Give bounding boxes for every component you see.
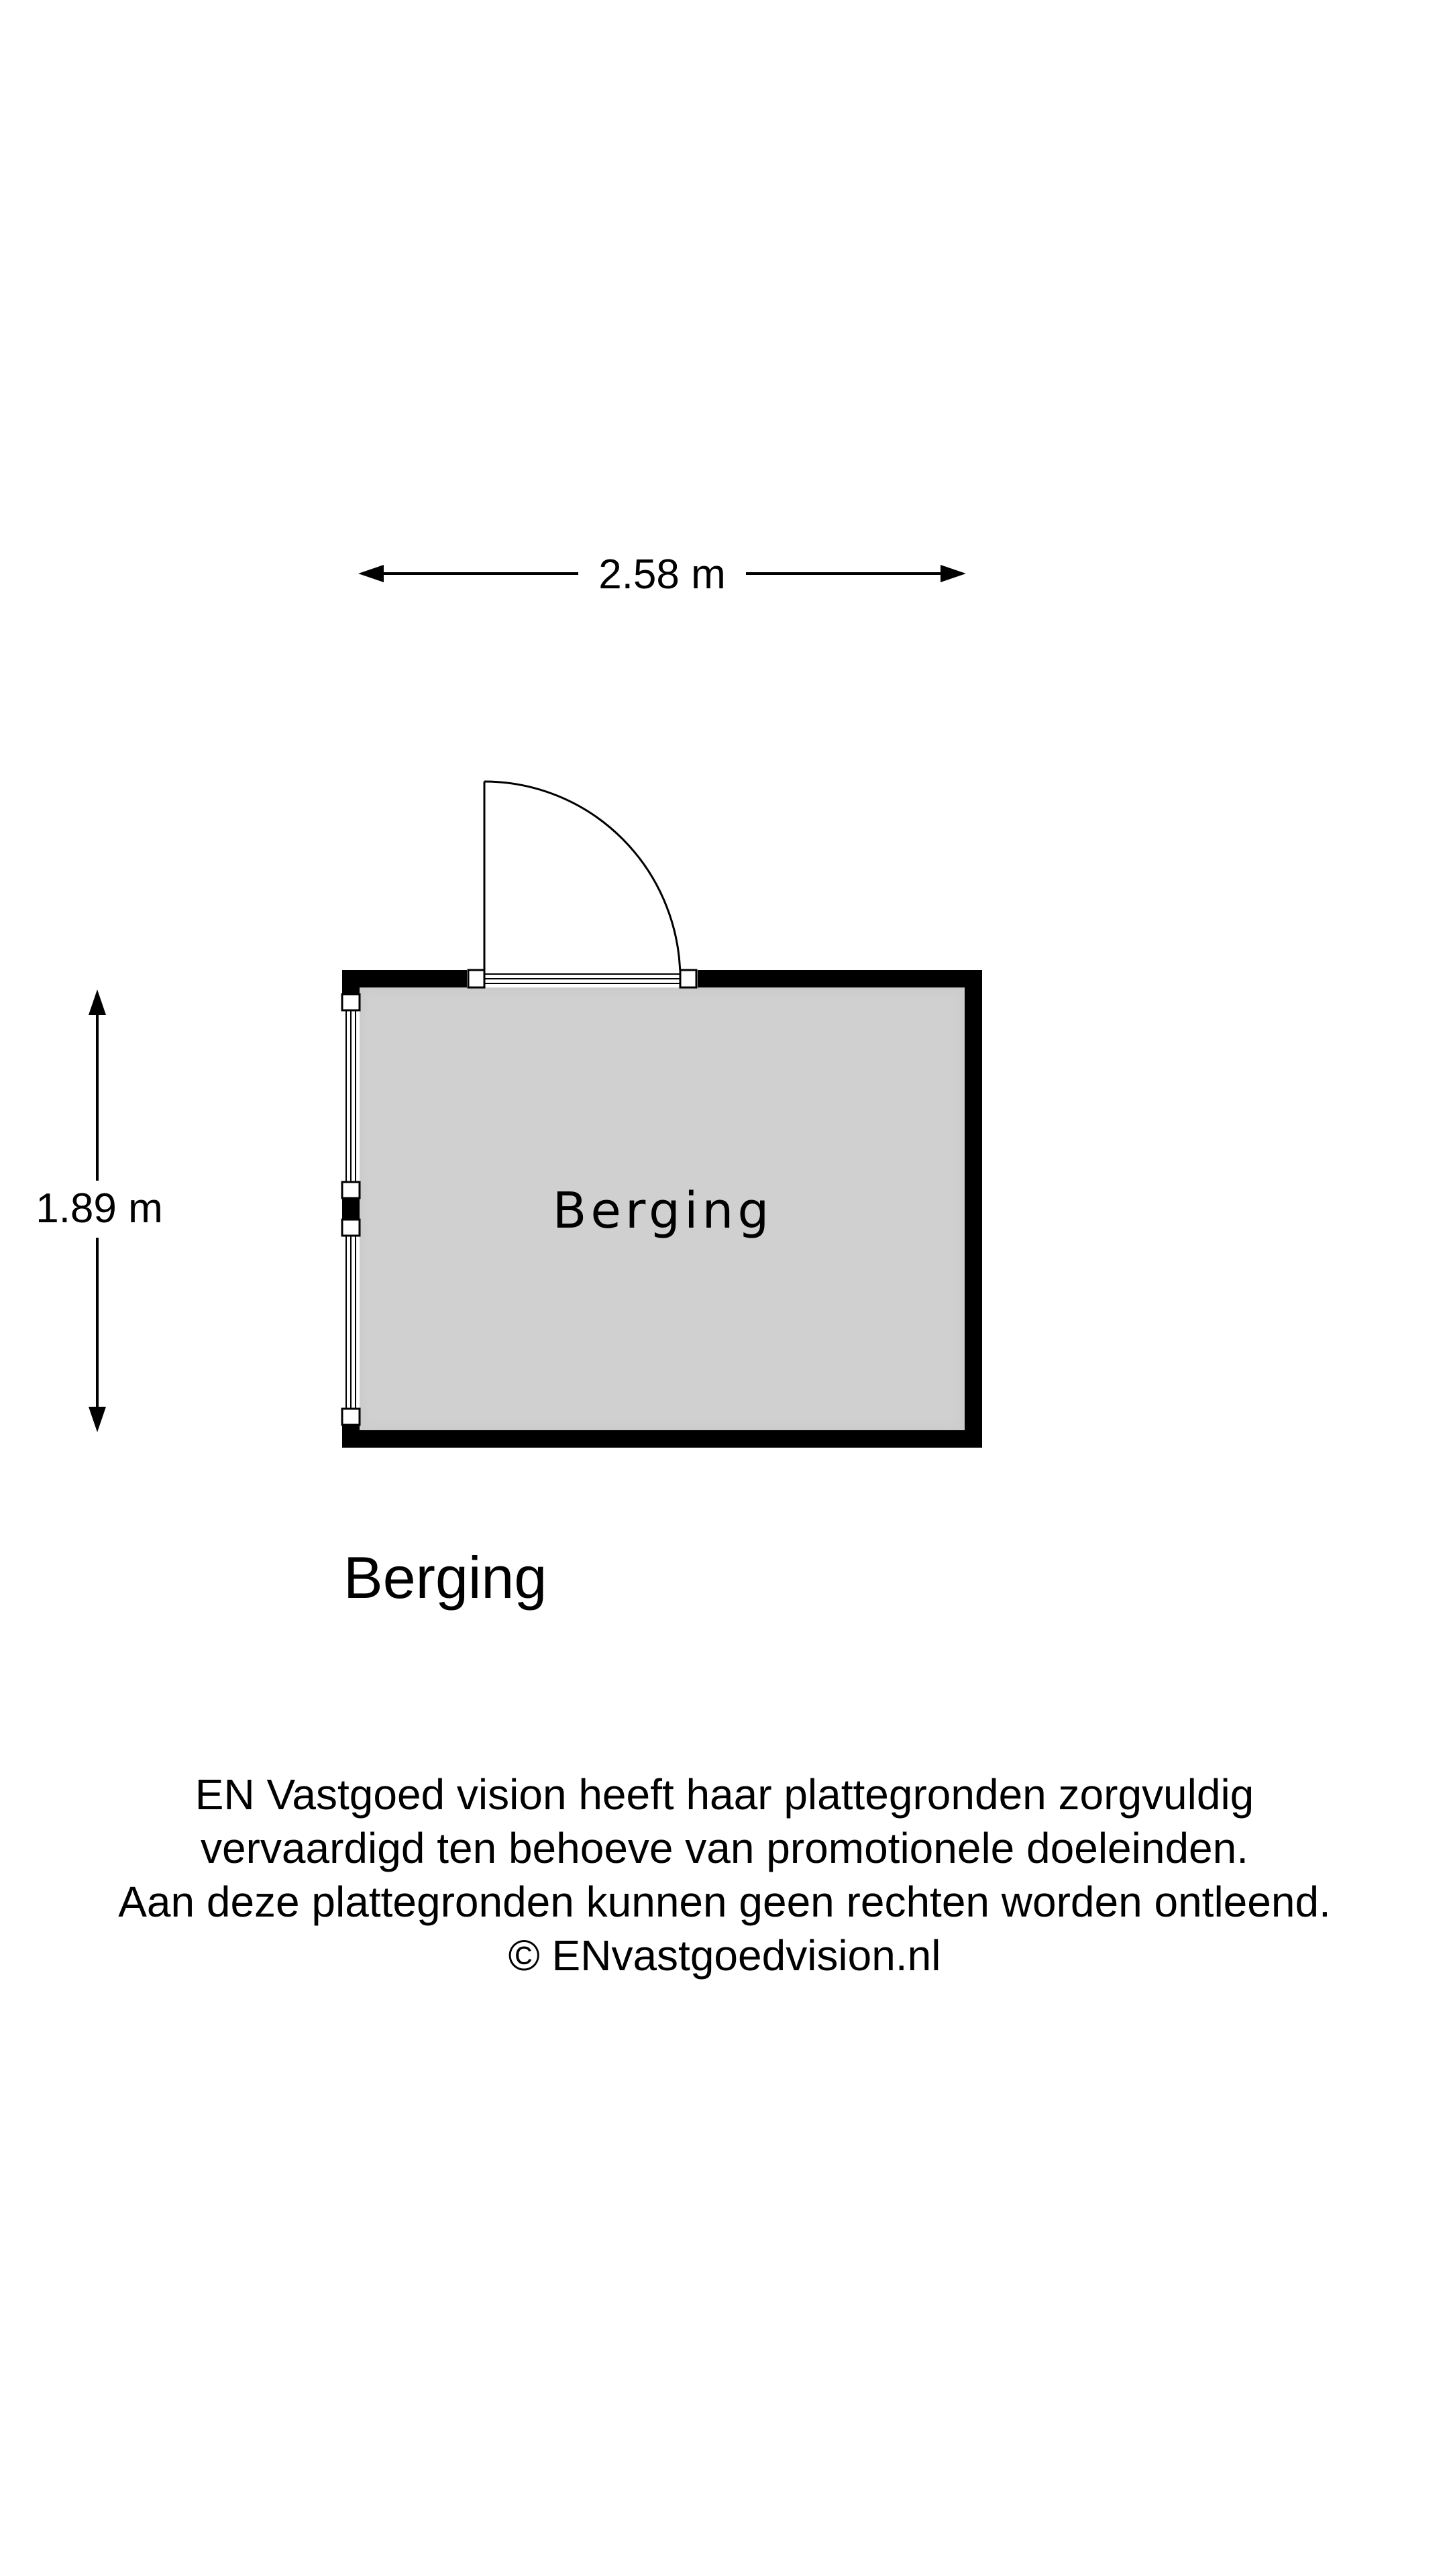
width-dimension-label: 2.58 m — [598, 551, 726, 598]
height-arrow-top — [89, 989, 106, 1015]
height-arrow-bottom — [89, 1407, 106, 1432]
door-arc — [484, 782, 680, 979]
disclaimer-line-1: EN Vastgoed vision heeft haar plattegronden zorgvuldig — [195, 1770, 1254, 1819]
width-arrow-right — [941, 565, 966, 582]
door-swing — [484, 782, 680, 979]
window-lower — [342, 1220, 360, 1425]
disclaimer-line-4: © ENvastgoedvision.nl — [508, 1931, 941, 1980]
wall-right — [965, 970, 982, 1448]
disclaimer-line-2: vervaardigd ten behoeve van promotionele doeleinden. — [201, 1824, 1248, 1872]
disclaimer — [0, 1768, 1449, 1982]
height-dimension-label: 1.89 m — [36, 1185, 163, 1232]
door-opening — [467, 970, 698, 987]
room-berging — [342, 970, 982, 1448]
width-arrow-left — [358, 565, 384, 582]
wall-bottom — [342, 1430, 982, 1448]
room-label: Berging — [552, 1182, 773, 1240]
width-dimension — [358, 551, 966, 598]
height-dimension — [36, 989, 163, 1432]
plan-title: Berging — [343, 1544, 547, 1611]
window-upper — [342, 994, 360, 1198]
disclaimer-line-3: Aan deze plattegronden kunnen geen rechten worden ontleend. — [118, 1878, 1331, 1926]
